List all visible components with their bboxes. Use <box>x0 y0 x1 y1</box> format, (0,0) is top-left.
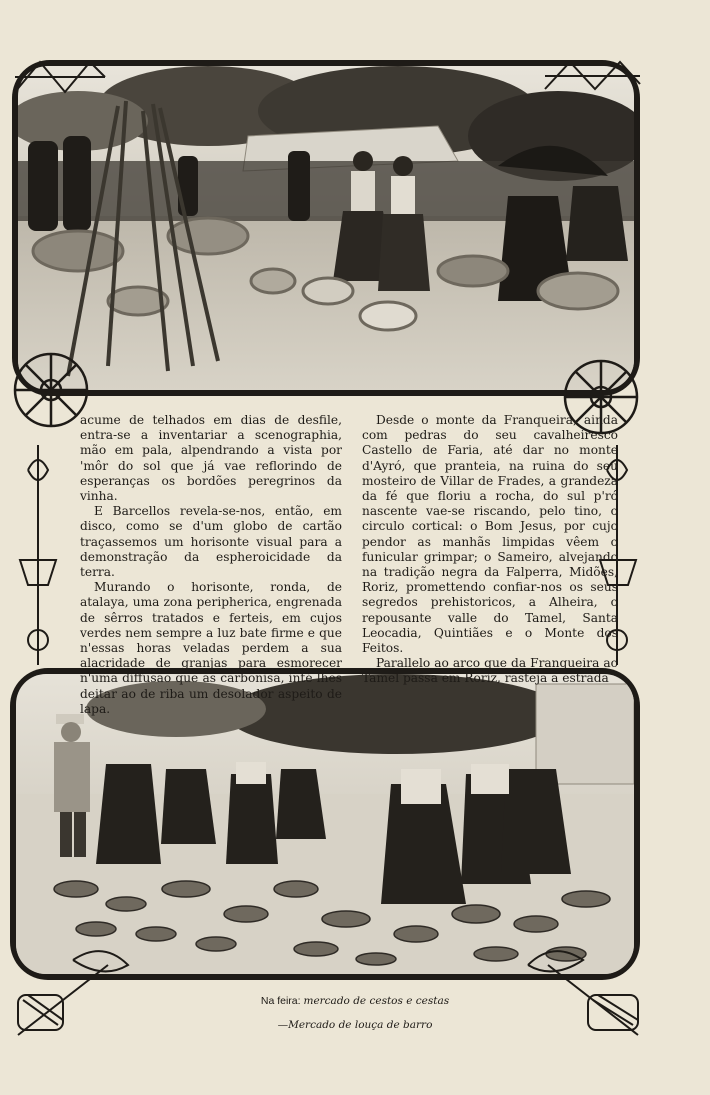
paragraph: E Barcellos revela-se-nos, então, em disco, como se d'um globo de cartão traçassemos um horisonte visual para a demonstração da espheroicidade da terra. <box>80 504 342 580</box>
article-column-left <box>80 413 342 717</box>
ornament-top-left <box>10 52 110 102</box>
top-photo <box>18 66 634 390</box>
paragraph: Desde o monte da Franqueira, ainda com pedras do seu cavalheiresco Castello de Faria, até dar no monte d'Ayró, que pranteia, na ruina do seu mosteiro de Villar de Frades, a grandeza da fé que floriu a rocha, do sul p'ró nascente vae-se riscando, pelo tino, o circulo cortical: o Bom Jesus, por cujo pendor as manhãs limpidas vêem o funicular grimpar; o Sameiro, alvejando na tradição negra da Falperra, Midões, Roriz, promettendo confiar-nos os seus segredos prehistoricos, a Alheira, o repousante valle do Tamel, Santa Leocadia, Quintiães e o Monte dos Feitos. <box>362 413 618 656</box>
article-column-right <box>362 413 618 687</box>
paragraph: Murando o horisonte, ronda, de atalaya, uma zona peripherica, engrenada de sêrros tratados e ferteis, em cujos verdes nem sempre a luz bate firme e que n'essas horas veladas perdem a sua alacridade de granjas para esmorecer n'uma diffusão que as carbonisa, inté lhes deitar ao de riba um desolador aspeito de lapa. <box>80 580 342 716</box>
paragraph: acume de telhados em dias de desfile, entra-se a inventariar a scenographia, mão em pala, alpendrando a vista por 'môr do sol que já vae reflorindo de esperanças os bordões peregrinos da vinha. <box>80 413 342 504</box>
bottom-photo <box>16 674 634 974</box>
paragraph: Parallelo ao arco que da Franqueira ao Tamel passa em Roriz, rasteja a estrada <box>362 656 618 686</box>
pottery-market-scene <box>16 674 634 974</box>
ornament-left-tools <box>8 440 63 670</box>
figure-caption-2 <box>0 1018 710 1032</box>
figure-caption <box>0 994 710 1008</box>
caption-lead: Na feira: <box>260 995 304 1007</box>
basket-market-scene <box>18 66 634 390</box>
ornament-top-right <box>540 54 645 99</box>
caption-line-2: —Mercado de louça de barro <box>277 1019 433 1031</box>
caption-line-1: mercado de cestos e cestas <box>303 995 450 1007</box>
